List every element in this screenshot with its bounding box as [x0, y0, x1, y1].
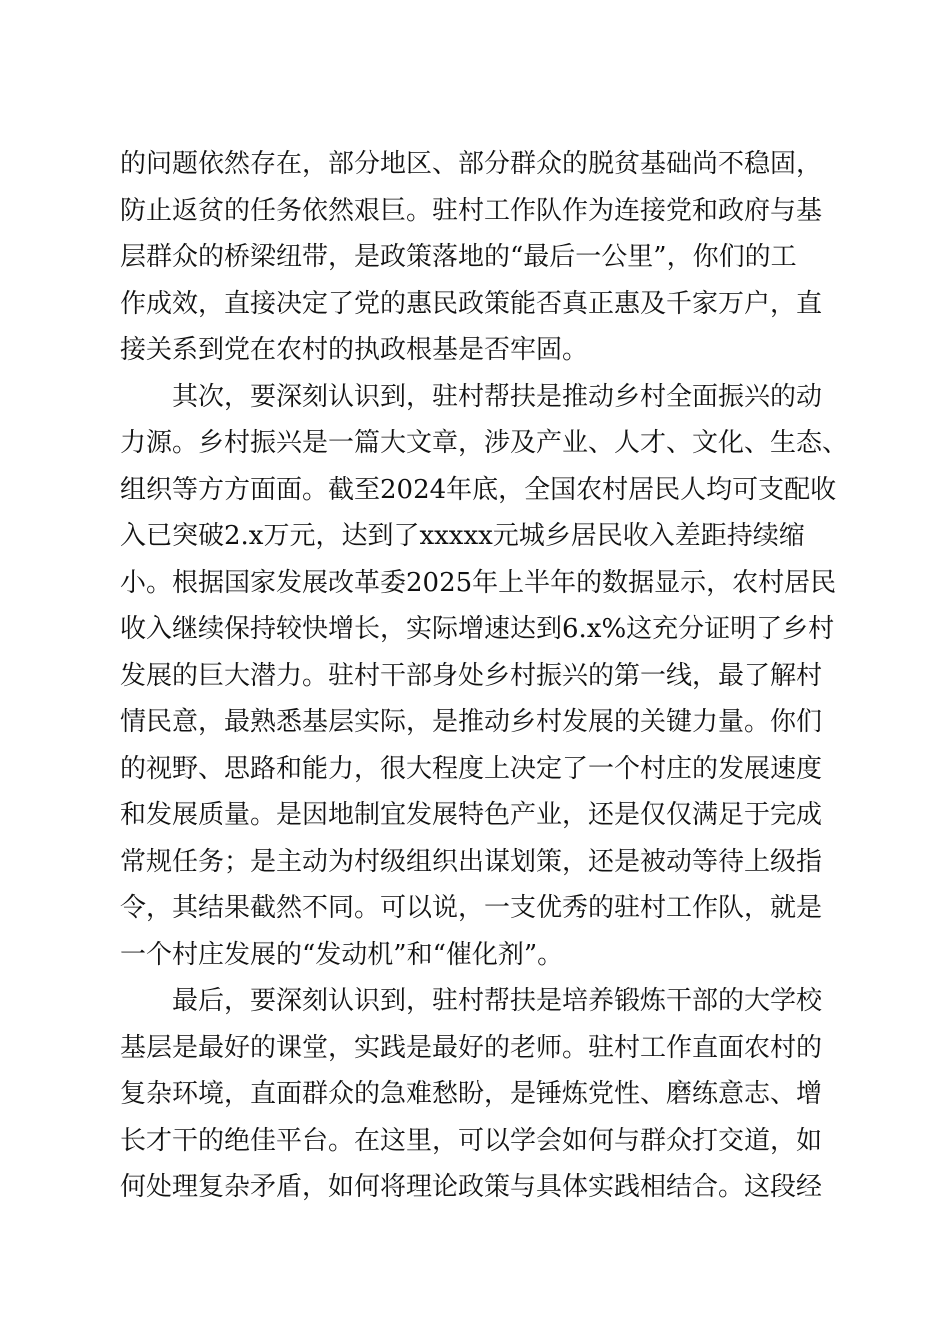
text-line: 入已突破2.x万元，达到了xxxxx元城乡居民收入差距持续缩: [120, 521, 805, 551]
text-line: 小。根据国家发展改革委2025年上半年的数据显示，农村居民: [120, 567, 837, 598]
body-text: [120, 141, 849, 1211]
text-line: 接关系到党在农村的执政根基是否牢固。: [120, 335, 589, 365]
text-line: 常规任务；是主动为村级组织出谋划策，还是被动等待上级指: [120, 846, 823, 877]
text-line: 层群众的桥梁纽带，是政策落地的“最后一公里”，你们的工: [120, 242, 797, 272]
text-line: 情民意，最熟悉基层实际，是推动乡村发展的关键力量。你们: [120, 707, 823, 737]
text-line: 和发展质量。是因地制宜发展特色产业，还是仅仅满足于完成: [120, 800, 823, 830]
text-line: 长才干的绝佳平台。在这里，可以学会如何与群众打交道，如: [120, 1125, 823, 1156]
text-line: 的视野、思路和能力，很大程度上决定了一个村庄的发展速度: [120, 753, 823, 784]
text-line: 力源。乡村振兴是一篇大文章，涉及产业、人才、文化、生态、: [120, 428, 849, 458]
text-line: 一个村庄发展的“发动机”和“催化剂”。: [120, 939, 564, 970]
text-line: 令，其结果截然不同。可以说，一支优秀的驻村工作队，就是: [120, 893, 823, 923]
text-line: 发展的巨大潜力。驻村干部身处乡村振兴的第一线，最了解村: [120, 660, 823, 691]
text-line: 复杂环境，直面群众的急难愁盼，是锤炼党性、磨练意志、增: [120, 1079, 823, 1109]
text-line: 组织等方方面面。截至2024年底，全国农村居民人均可支配收: [120, 474, 837, 505]
text-line: 的问题依然存在，部分地区、部分群众的脱贫基础尚不稳固，: [120, 149, 823, 179]
paragraph-start-line: 其次，要深刻认识到，驻村帮扶是推动乡村全面振兴的动: [172, 381, 823, 412]
paragraph-start-line: 最后，要深刻认识到，驻村帮扶是培养锻炼干部的大学校: [172, 986, 823, 1016]
text-line: 作成效，直接决定了党的惠民政策能否真正惠及千家万户，直: [120, 288, 823, 319]
text-line: 收入继续保持较快增长，实际增速达到6.x%这充分证明了乡村: [120, 614, 835, 644]
text-line: 何处理复杂矛盾，如何将理论政策与具体实践相结合。这段经: [120, 1172, 823, 1202]
text-line: 基层是最好的课堂，实践是最好的老师。驻村工作直面农村的: [120, 1032, 823, 1063]
text-line: 防止返贫的任务依然艰巨。驻村工作队作为连接党和政府与基: [120, 195, 823, 226]
